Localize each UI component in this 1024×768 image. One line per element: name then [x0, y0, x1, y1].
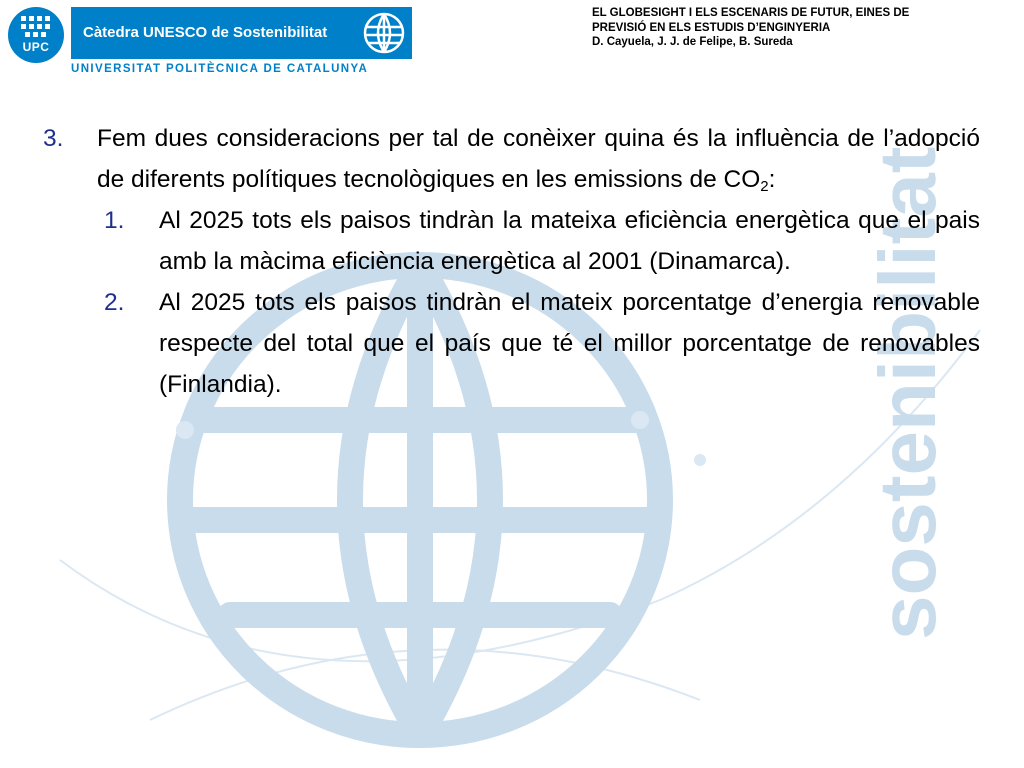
list-item: [40, 118, 980, 200]
globe-icon: [360, 9, 408, 57]
authors: D. Cayuela, J. J. de Felipe, B. Sureda: [592, 36, 793, 48]
watermark-vertical-text: sostenibilitat: [863, 146, 952, 640]
doc-title-line1: EL GLOBESIGHT I ELS ESCENARIS DE FUTUR, EINES DE: [592, 7, 910, 19]
item-text: Fem dues consideracions per tal de conèixer quina és la influència de l’adopció de diferents polítiques tecnològiques en les emissions de CO: [97, 125, 980, 193]
brand-title: Càtedra UNESCO de Sostenibilitat: [83, 24, 328, 41]
sub-list-item: [40, 282, 980, 405]
doc-title-line2: PREVISIÓ EN ELS ESTUDIS D’ENGINYERIA: [592, 21, 831, 34]
upc-logo: [8, 7, 64, 63]
logo-text: UPC: [22, 40, 50, 54]
catedra-banner: [71, 7, 412, 59]
item-number: 3.: [43, 125, 64, 152]
sub-item-number: 2.: [104, 289, 125, 316]
subscript: 2: [760, 178, 769, 195]
sub-list-item: [40, 200, 980, 282]
slide-content: [40, 118, 980, 405]
sub-item-text: Al 2025 tots els paisos tindràn el mateix porcentatge d’energia renovable respecte del total que el país que té el millor porcentatge de renovables (Finlandia).: [159, 289, 980, 398]
document-header: [592, 6, 1012, 50]
logo-dots-icon: [20, 15, 52, 39]
sub-item-text: Al 2025 tots els paisos tindràn la mateixa eficiència energètica que el pais amb la màcima eficiència energètica al 2001 (Dinamarca).: [159, 207, 980, 275]
item-text-tail: :: [768, 166, 776, 193]
university-name: UNIVERSITAT POLITÈCNICA DE CATALUNYA: [71, 63, 369, 75]
sub-item-number: 1.: [104, 207, 125, 234]
